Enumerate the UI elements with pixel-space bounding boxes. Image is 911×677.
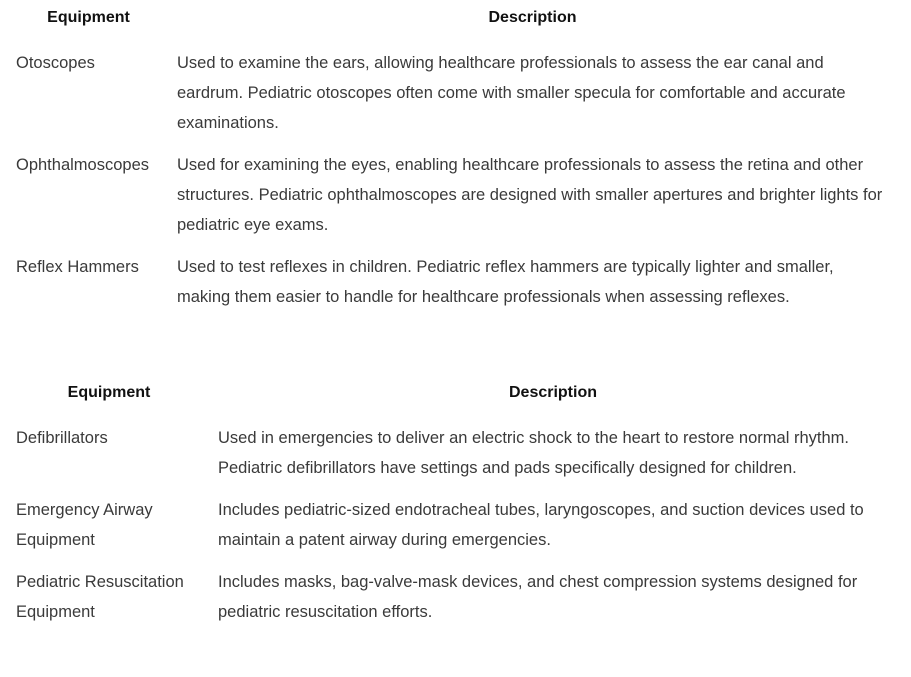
table-row bbox=[8, 421, 896, 493]
description-cell: Used to test reflexes in children. Pediatric reflex hammers are typically lighter and smaller, making them easier to handle for healthcare professionals when assessing reflexes. bbox=[177, 258, 834, 306]
equipment-cell: Emergency Airway Equipment bbox=[16, 501, 153, 549]
table-header-row bbox=[8, 376, 896, 421]
description-cell: Includes masks, bag-valve-mask devices, and chest compression systems designed for pediatric resuscitation efforts. bbox=[218, 573, 858, 621]
equipment-table-emergency bbox=[8, 376, 896, 637]
equipment-cell: Reflex Hammers bbox=[16, 258, 139, 276]
equipment-cell: Ophthalmoscopes bbox=[16, 156, 149, 174]
column-header-description: Description bbox=[488, 9, 577, 26]
table-row bbox=[8, 250, 896, 322]
equipment-table-diagnostic bbox=[8, 1, 896, 322]
table-row bbox=[8, 46, 896, 148]
column-header-equipment: Equipment bbox=[67, 384, 151, 401]
description-cell: Includes pediatric-sized endotracheal tubes, laryngoscopes, and suction devices used to maintain a patent airway during emergencies. bbox=[218, 501, 864, 549]
equipment-cell: Defibrillators bbox=[16, 429, 108, 447]
description-cell: Used in emergencies to deliver an electric shock to the heart to restore normal rhythm. Pediatric defibrillators have settings and pads specifically designed for children. bbox=[218, 429, 849, 477]
equipment-cell: Pediatric Resuscitation Equipment bbox=[16, 573, 184, 621]
table-row bbox=[8, 148, 896, 250]
description-cell: Used to examine the ears, allowing healthcare professionals to assess the ear canal and eardrum. Pediatric otoscopes often come with smaller specula for comfortable and accurate examinations. bbox=[177, 54, 846, 132]
equipment-cell: Otoscopes bbox=[16, 54, 95, 72]
description-cell: Used for examining the eyes, enabling healthcare professionals to assess the retina and other structures. Pediatric ophthalmoscopes are designed with smaller apertures and brighter lights for pediatric eye exams. bbox=[177, 156, 883, 234]
table-header-row bbox=[8, 1, 896, 46]
column-header-description: Description bbox=[508, 384, 597, 401]
table-row bbox=[8, 493, 896, 565]
table-row bbox=[8, 565, 896, 637]
column-header-equipment: Equipment bbox=[47, 9, 130, 26]
